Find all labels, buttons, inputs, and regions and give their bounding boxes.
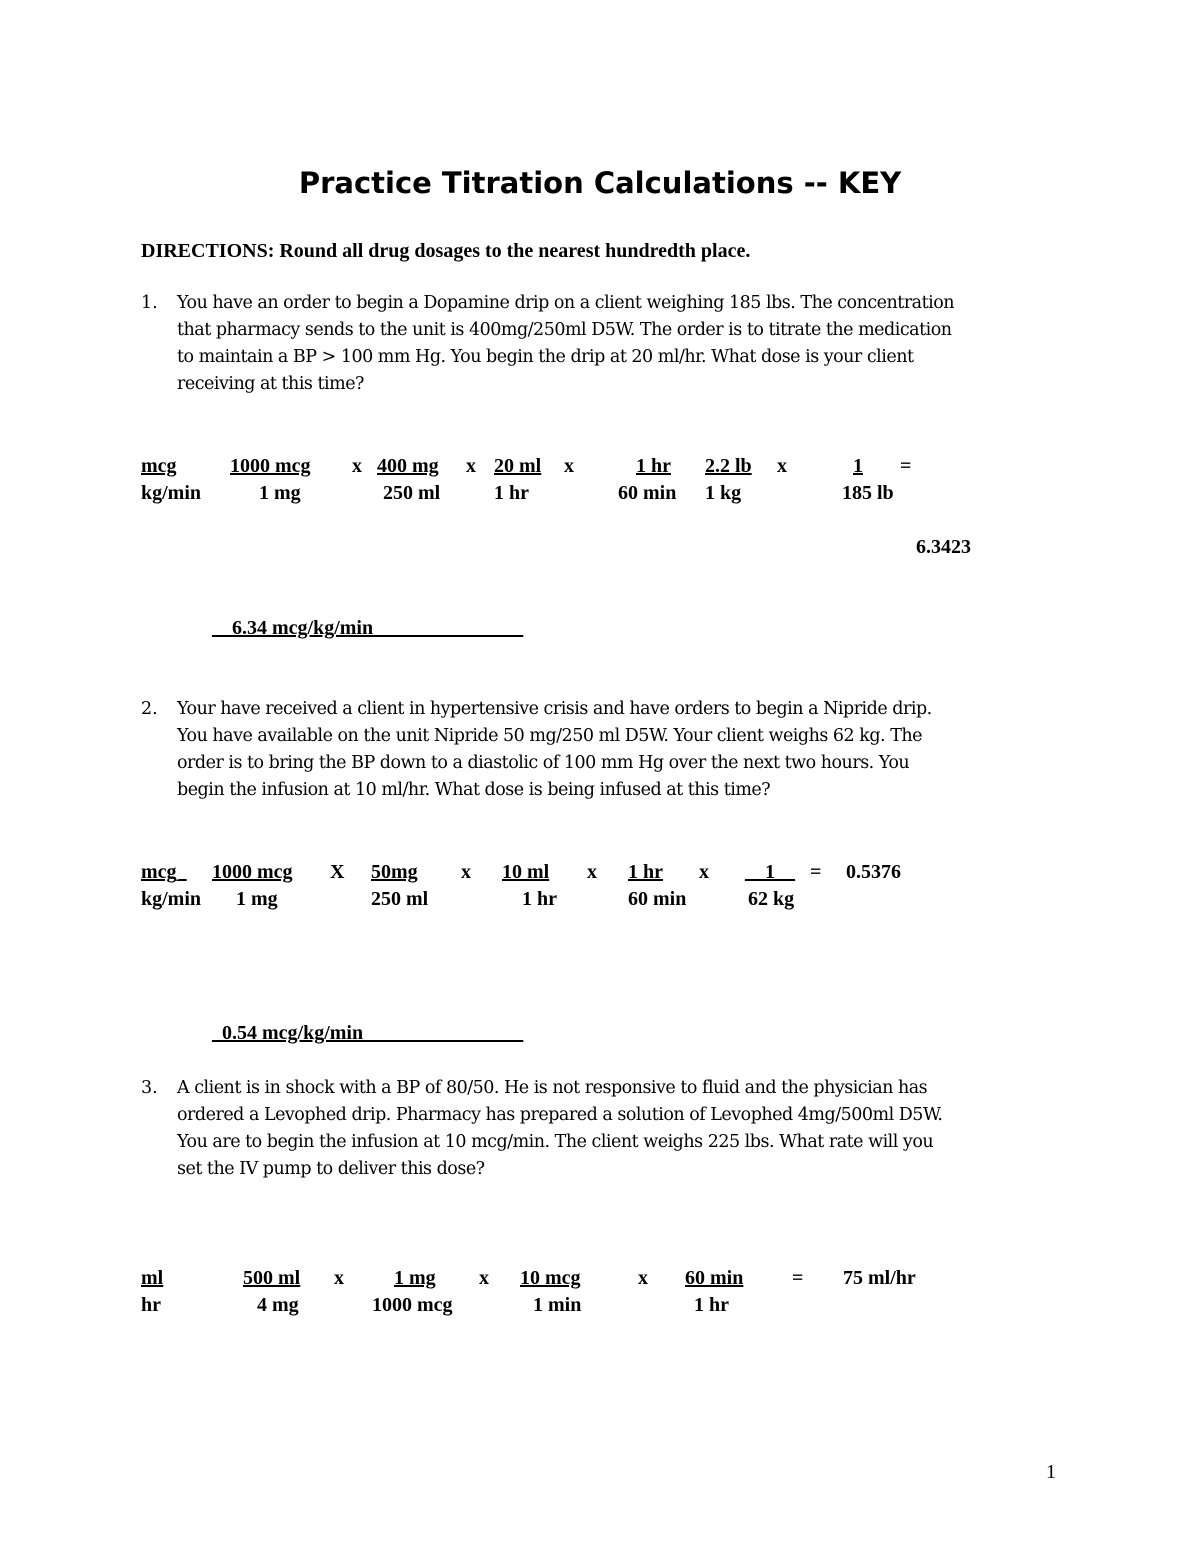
calc-denominator: kg/min bbox=[141, 482, 202, 504]
calc-result: 75 ml/hr bbox=[843, 1267, 916, 1289]
calc-denominator: 1 hr bbox=[494, 482, 529, 504]
calc-numerator: 500 ml bbox=[243, 1267, 301, 1289]
calc-numerator: 1000 mcg bbox=[212, 861, 293, 883]
calc-numerator: mcg_ bbox=[141, 861, 187, 883]
question-text-line: set the IV pump to deliver this dose? bbox=[177, 1159, 485, 1179]
calc-equals: = bbox=[810, 861, 822, 883]
question-text-line: You are to begin the infusion at 10 mcg/min. The client weighs 225 lbs. What rate will you bbox=[177, 1132, 934, 1152]
calc-numerator: 20 ml bbox=[494, 455, 542, 477]
calc-denominator: 1 hr bbox=[694, 1294, 729, 1316]
question-text-line: that pharmacy sends to the unit is 400mg/250ml D5W. The order is to titrate the medication bbox=[177, 320, 952, 340]
calc-operator: x bbox=[461, 861, 471, 883]
calc-numerator: __1__ bbox=[745, 861, 795, 883]
calc-numerator: 50mg bbox=[371, 861, 418, 883]
calc-denominator: 250 ml bbox=[383, 482, 441, 504]
calc-denominator: 1000 mcg bbox=[372, 1294, 453, 1316]
question-text-line: A client is in shock with a BP of 80/50. He is not responsive to fluid and the physician has bbox=[177, 1078, 928, 1098]
calc-numerator: 1 bbox=[853, 455, 863, 477]
calc-operator: x bbox=[466, 455, 476, 477]
question-text-line: to maintain a BP > 100 mm Hg. You begin the drip at 20 ml/hr. What dose is your client bbox=[177, 347, 914, 367]
question-text-line: You have available on the unit Nipride 50 mg/250 ml D5W. Your client weighs 62 kg. The bbox=[177, 726, 922, 746]
calc-equals: = bbox=[792, 1267, 804, 1289]
calc-equals: = bbox=[900, 455, 912, 477]
directions-text: DIRECTIONS: Round all drug dosages to the nearest hundredth place. bbox=[141, 240, 751, 262]
question-text-line: You have an order to begin a Dopamine drip on a client weighing 185 lbs. The concentration bbox=[177, 293, 955, 313]
question-text-line: Your have received a client in hypertensive crisis and have orders to begin a Nipride drip. bbox=[177, 699, 932, 719]
calc-denominator: 1 kg bbox=[705, 482, 742, 504]
calc-numerator: 400 mg bbox=[377, 455, 439, 477]
answer-line: _0.54 mcg/kg/min________________ bbox=[212, 1022, 524, 1044]
calc-denominator: 62 kg bbox=[748, 888, 795, 910]
question-text-line: begin the infusion at 10 ml/hr. What dose is being infused at this time? bbox=[177, 780, 771, 800]
calc-denominator: kg/min bbox=[141, 888, 202, 910]
calc-numerator: 60 min bbox=[685, 1267, 744, 1289]
calc-numerator: 2.2 lb bbox=[705, 455, 752, 477]
page-title: Practice Titration Calculations -- KEY bbox=[298, 166, 902, 200]
page-number: 1 bbox=[1046, 1461, 1056, 1483]
calc-operator: x bbox=[334, 1267, 344, 1289]
calc-operator: x bbox=[352, 455, 362, 477]
question-text-line: ordered a Levophed drip. Pharmacy has prepared a solution of Levophed 4mg/500ml D5W. bbox=[177, 1105, 943, 1125]
calc-denominator: 1 mg bbox=[259, 482, 301, 504]
calc-result: 6.3423 bbox=[916, 536, 971, 558]
question-text-line: order is to bring the BP down to a diastolic of 100 mm Hg over the next two hours. You bbox=[177, 753, 910, 773]
calc-numerator: ml bbox=[141, 1267, 164, 1289]
question-text-line: receiving at this time? bbox=[177, 374, 364, 394]
calc-denominator: hr bbox=[141, 1294, 161, 1316]
calc-operator: x bbox=[699, 861, 709, 883]
calc-operator: x bbox=[587, 861, 597, 883]
calc-numerator: 1000 mcg bbox=[230, 455, 311, 477]
calc-numerator: 1 mg bbox=[394, 1267, 436, 1289]
question-number: 3. bbox=[141, 1078, 158, 1098]
calc-denominator: 60 min bbox=[628, 888, 687, 910]
calc-operator: x bbox=[638, 1267, 648, 1289]
calc-numerator: mcg bbox=[141, 455, 177, 477]
calc-denominator: 1 min bbox=[533, 1294, 582, 1316]
calc-denominator: 1 mg bbox=[236, 888, 278, 910]
calc-denominator: 250 ml bbox=[371, 888, 429, 910]
calc-operator: x bbox=[479, 1267, 489, 1289]
calc-denominator: 1 hr bbox=[522, 888, 557, 910]
calc-operator: x bbox=[564, 455, 574, 477]
calc-operator: X bbox=[330, 861, 345, 883]
question-number: 1. bbox=[141, 293, 158, 313]
calc-denominator: 185 lb bbox=[842, 482, 894, 504]
answer-line: __6.34 mcg/kg/min_______________ bbox=[212, 617, 524, 639]
calc-numerator: 10 mcg bbox=[520, 1267, 581, 1289]
calc-denominator: 60 min bbox=[618, 482, 677, 504]
calc-numerator: 10 ml bbox=[502, 861, 550, 883]
calc-operator: x bbox=[777, 455, 787, 477]
calc-denominator: 4 mg bbox=[257, 1294, 299, 1316]
calc-result: 0.5376 bbox=[846, 861, 901, 883]
question-number: 2. bbox=[141, 699, 158, 719]
calc-numerator: 1 hr bbox=[628, 861, 663, 883]
calc-numerator: 1 hr bbox=[636, 455, 671, 477]
